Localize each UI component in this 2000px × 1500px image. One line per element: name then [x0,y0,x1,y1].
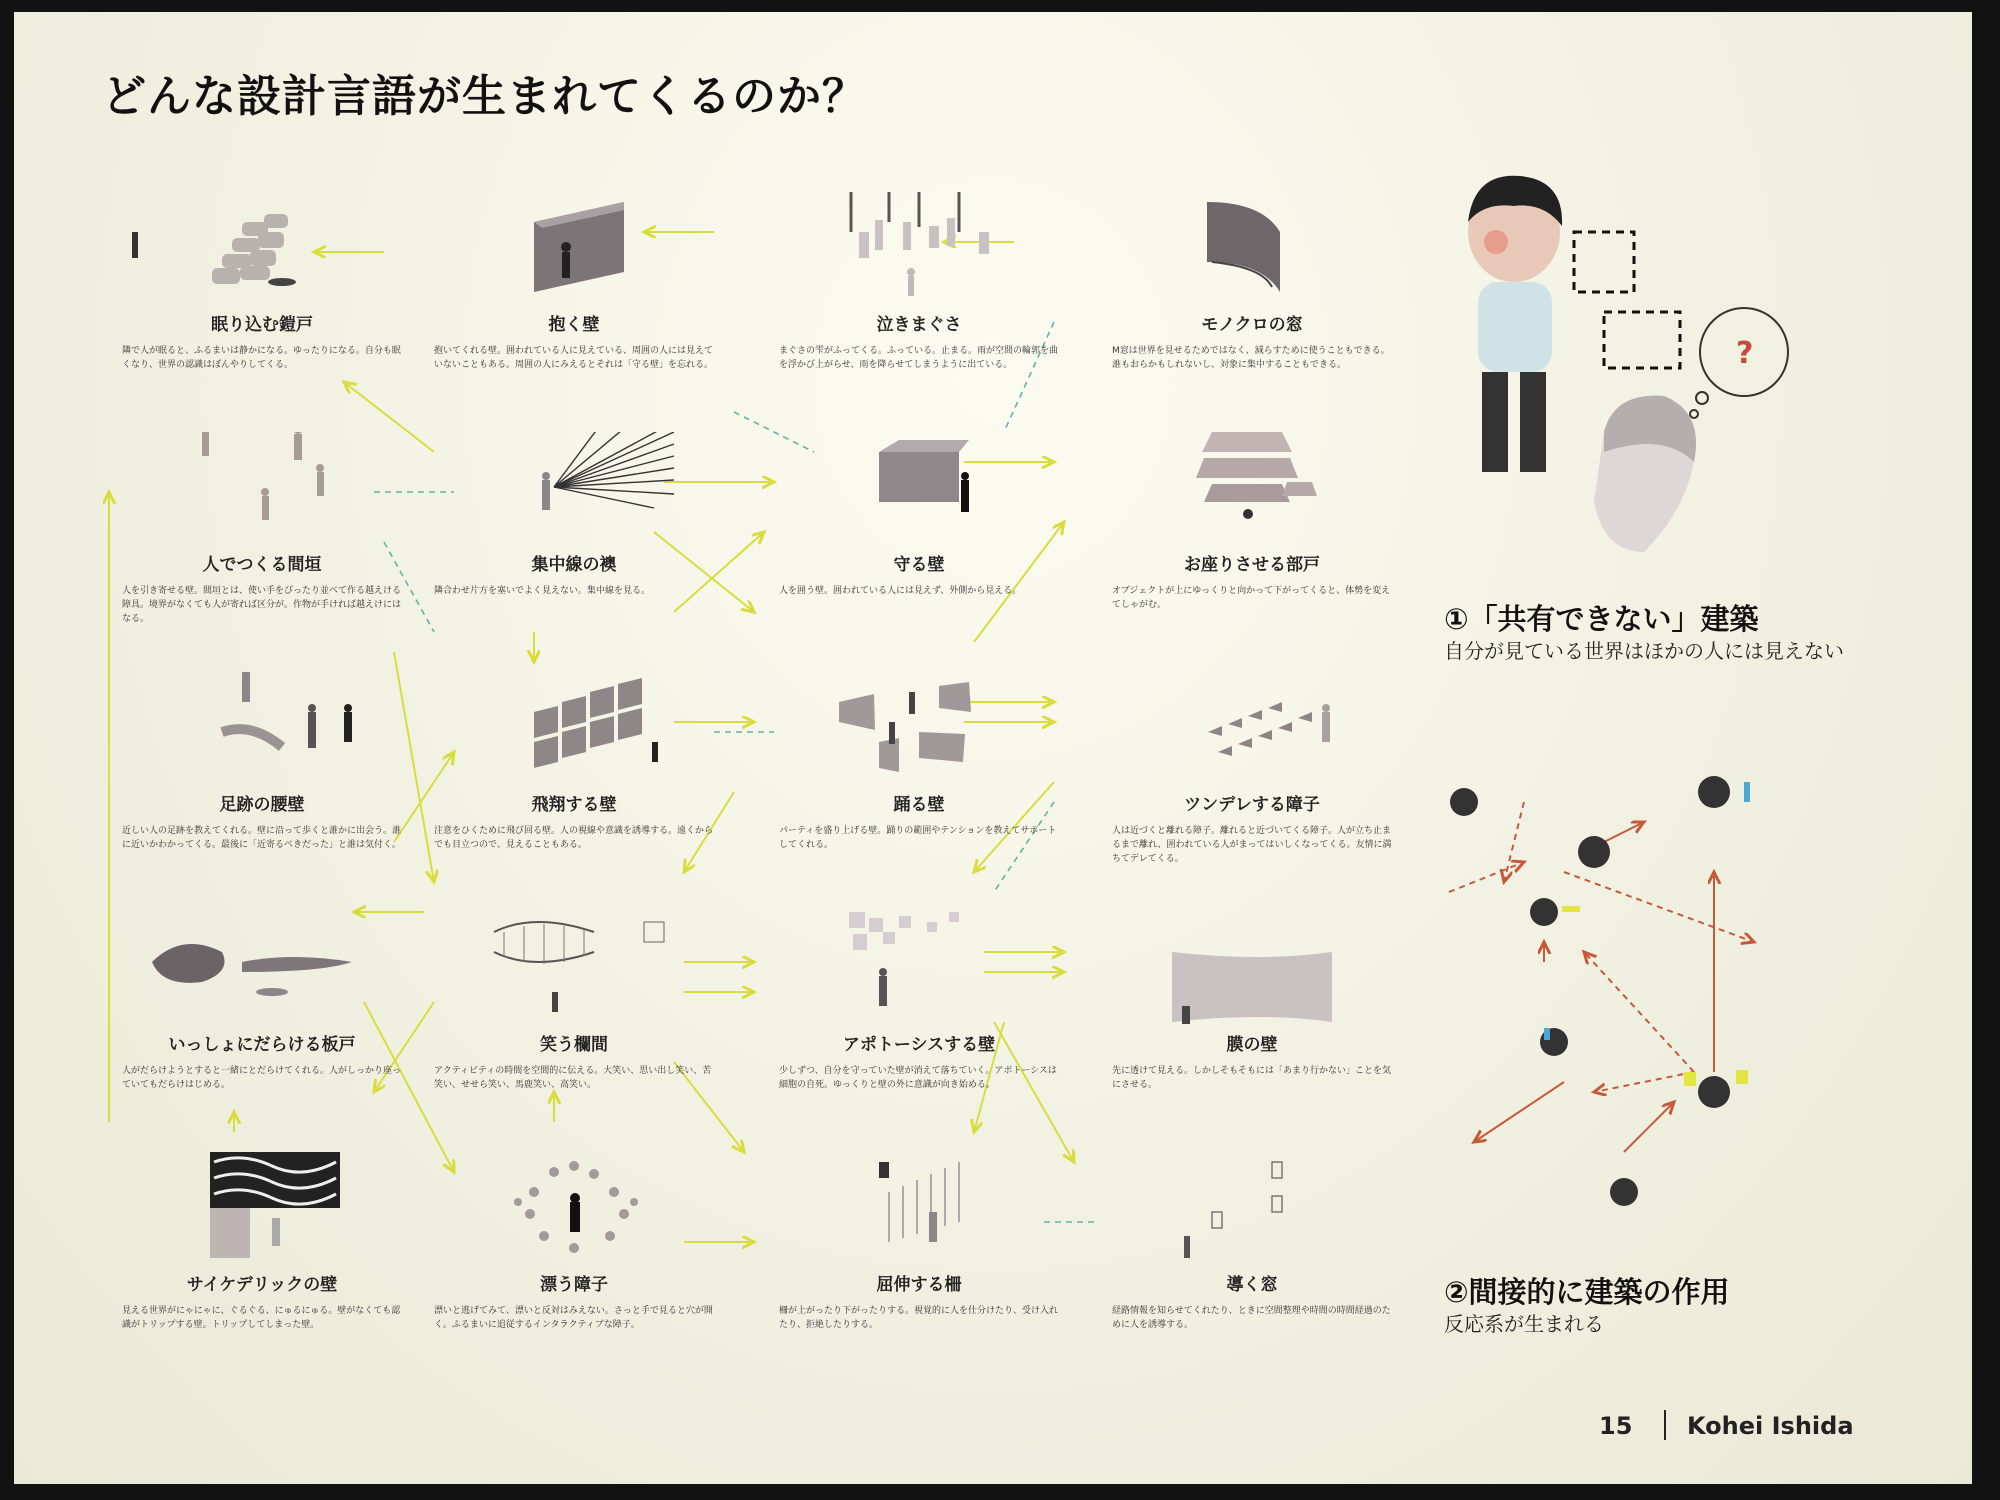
crying-lintel-figure [779,192,1059,307]
cell-desc: 隣で人が眠ると、ふるまいは静かになる。ゆったりになる。自分も眠くなり、世界の認識はぼんやりしてくる。 [122,346,401,370]
projected-slide [14,12,1972,1484]
section-1-title: ①「共有できない」建築 [1444,602,1759,636]
diagram-cell-5 [122,432,402,622]
cell-title: お座りさせる部戸 [1184,555,1320,575]
cell-desc: 抱いてくれる壁。囲われている人に見えている、周囲の人には見えていないこともある。周囲の人にみえるとそれは「守る壁」を忘れる。 [434,346,714,370]
diagram-cell-20 [1112,1152,1392,1342]
diagram-cell-2 [434,192,714,382]
diagram-cell-3 [779,192,1059,382]
cell-desc: 先に透けて見える。しかしそもそもには「あまり行かない」ことを気にさせる。 [1112,1066,1392,1090]
stretching-fence-figure [779,1152,1059,1267]
section-1-subtitle: 自分が見ている世界はほかの人には見えない [1444,639,1844,663]
diagram-cell-11 [779,672,1059,862]
lazy-board-door-figure [122,912,402,1027]
psychedelic-wall-figure [122,1152,402,1267]
sitting-shutter-figure [1112,432,1392,547]
cell-desc: 人を引き寄せる壁。間垣とは、使い手をぴったり並べて作る越えける障具。境界がなくても人が寄れば区分が。作物が手ければ越えけにはなる。 [122,586,402,624]
cell-desc: パーティを盛り上げる壁。踊りの範囲やテンションを教えてサポートしてくれる。 [779,826,1057,850]
hugging-wall-figure [434,192,714,307]
cell-title: 集中線の襖 [531,555,617,575]
cell-desc: オブジェクトが上にゆっくりと向かって下がってくると、体勢を変えてしゃがむ。 [1112,586,1391,610]
cell-desc: まぐさの雫がふってくる。ふっている。止まる。雨が空間の輪郭を曲を浮かび上がらせ、雨を降らせてしまうように出ている。 [779,346,1059,370]
cell-title: 屈伸する柵 [876,1275,962,1295]
cell-desc: 注意をひくために飛び回る壁。人の視線や意識を誘導する。遠くからでも目立つので、見えることもある。 [434,826,714,850]
diagram-cell-9 [122,672,402,862]
cell-title: 足跡の腰壁 [219,795,305,815]
cell-title: 飛翔する壁 [531,795,617,815]
diagram-cell-12 [1112,672,1392,862]
focus-line-fusuma-figure [434,432,714,547]
cell-title: 笑う欄間 [540,1035,608,1055]
cell-title: 人でつくる間垣 [202,555,322,575]
cell-desc: 人がだらけようとすると一緒にとだらけてくれる。人がしっかり座っていてもだらけはじめる。 [122,1066,402,1090]
diagram-cell-15 [779,912,1059,1102]
cell-desc: 見える世界がにゃにゃに、ぐるぐる、にゅるにゅる。壁がなくても認識がトリップする壁。トリップしてしまった壁。 [122,1306,401,1330]
cell-title: 導く窓 [1226,1275,1278,1295]
human-hedge-figure [122,432,402,547]
diagram-cell-13 [122,912,402,1102]
cell-title: 膜の壁 [1226,1035,1278,1055]
membrane-wall-figure [1112,912,1392,1027]
diagram-cell-17 [122,1152,402,1342]
apoptosis-wall-figure [779,912,1059,1027]
cell-desc: 少しずつ、自分を守っていた壁が消えて落ちていく。アポトーシスは細胞の自死。ゆっくりと壁の外に意識が向き始める。 [779,1066,1057,1090]
monochrome-window-figure [1112,192,1392,307]
section-2-title: ②間接的に建築の作用 [1444,1275,1730,1309]
sleeping-shutter-figure [122,192,402,307]
page-number: 15 [1599,1412,1633,1440]
footer-separator [1664,1410,1666,1440]
guiding-window-figure [1112,1152,1392,1267]
diagram-cell-16 [1112,912,1392,1102]
diagram-cell-19 [779,1152,1059,1342]
diagram-cell-10 [434,672,714,862]
cell-desc: M窓は世界を見せるためではなく、減らすために使うこともできる。誰もおらかもしれないし、対象に集中することもできる。 [1112,346,1390,370]
cell-title: 泣きまぐさ [876,315,962,335]
cell-desc: 近しい人の足跡を教えてくれる。壁に沿って歩くと誰かに出会う。誰に近いかわかってくる。最後に「近寄るべきだった」と誰は気付く。 [122,826,402,850]
diagram-cell-18 [434,1152,714,1342]
cell-title: サイケデリックの壁 [186,1275,338,1295]
protecting-wall-figure [779,432,1059,547]
speech-bubble-question-mark: ? [1736,336,1754,371]
cell-title: 抱く壁 [548,315,600,335]
drifting-shoji-figure [434,1152,714,1267]
cell-title: アポトーシスする壁 [842,1035,996,1055]
reaction-network-illustration [1444,772,1904,1212]
laughing-ranma-figure [434,912,714,1027]
cell-title: 漂う障子 [540,1275,608,1295]
right-panel [1444,172,1944,1422]
flying-wall-figure [434,672,714,787]
cell-title: 眠り込む鎧戸 [211,315,313,335]
person-thinking-illustration [1444,172,1804,592]
diagram-cell-8 [1112,432,1392,622]
dancing-wall-figure [779,672,1059,787]
diagram-cell-1 [122,192,402,382]
cell-title: 踊る壁 [893,795,945,815]
cell-desc: 漂いと逃げてみて、漂いと反対はみえない。さっと手で見ると穴が開く。ふるまいに追従するインタラクティブな障子。 [434,1306,713,1330]
cell-title: いっしょにだらける板戸 [168,1035,356,1055]
diagram-cell-7 [779,432,1059,622]
cell-title: 守る壁 [893,555,945,575]
slide-title: どんな設計言語が生まれてくるのか？ [102,71,867,122]
cell-desc: 人を囲う壁。囲われている人には見えず、外側から見える。 [779,586,1022,596]
diagram-cell-6 [434,432,714,622]
cell-desc: アクティビティの時間を空間的に伝える。大笑い、思い出し笑い、苦笑い、せせら笑い、馬鹿笑い、高笑い。 [434,1066,712,1090]
tsundere-shoji-figure [1112,672,1392,787]
diagram-cell-4 [1112,192,1392,382]
section-2-subtitle: 反応系が生まれる [1444,1312,1604,1336]
cell-desc: 隣合わせ片方を塞いでよく見えない。集中線を見る。 [434,586,651,596]
diagram-cell-14 [434,912,714,1102]
author-name: Kohei Ishida [1687,1412,1854,1440]
cell-desc: 人は近づくと離れる障子。離れると近づいてくる障子。人が立ち止まるまで離れ、囲われている人がまってはいしくなってくる。友情に満ちてデレてくる。 [1112,826,1392,864]
cell-desc: 柵が上がったり下がったりする。視覚的に人を仕分けたり、受け入れたり、拒絶したりする。 [779,1306,1059,1330]
footprint-wainscot-figure [122,672,402,787]
cell-desc: 経路情報を知らせてくれたり、ときに空間整理や時間の時間経過のために人を誘導する。 [1112,1306,1391,1330]
cell-title: モノクロの窓 [1201,315,1303,335]
cell-title: ツンデレする障子 [1184,795,1320,815]
